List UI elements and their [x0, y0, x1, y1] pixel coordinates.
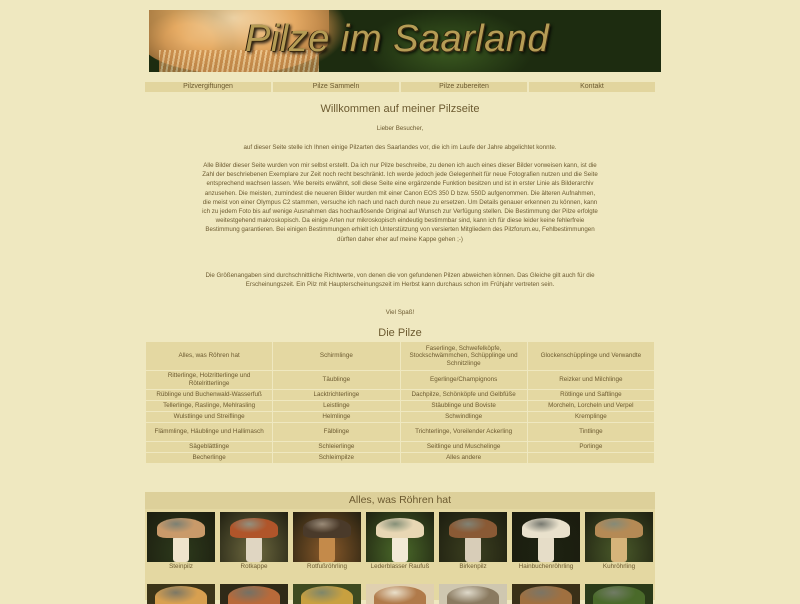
site-title: Pilze im Saarland	[245, 18, 550, 60]
mushroom-cap	[520, 586, 572, 604]
category-link[interactable]: Schwindlinge	[401, 412, 527, 422]
mushroom-photo[interactable]	[147, 584, 215, 604]
category-link[interactable]: Egerlinge/Champignons	[401, 371, 527, 389]
mushroom-thumbnail[interactable]	[366, 512, 434, 572]
photo-paragraph: Alle Bilder dieser Seite wurden von mir selbst erstellt. Da ich nur Pilze beschreibe, zu denen ich auch eines dieser Bilder vorweisen kann, ist die Zahl der beschriebenen Exemplare zur Zeit noch recht beschränkt. Ich werde jedoch jede Gelegenheit für neue Fotografien nutzen und die Seite entsprechend wachsen lassen. Wie bereits erwähnt, soll diese Seite eine ergänzende Funktion besitzen und ist in erster Linie als Bilderarchiv anzusehen. Die meisten, zumindest die neueren Bilder wurden mit einer Canon EOS 350 D bzw. 550D aufgenommen. Die älteren Aufnahmen, die meist von einer Olympus C2 stammen, versuche ich nach und nach durch neue zu ersetzen. Um Details genauer erkennen zu können, kann ich zu jedem Foto bis auf wenige Ausnahmen das hochauflösende Original auf Wunsch zur Verfügung stellen. Die Bestimmung der Pilze erfolgte weitestgehend makroskopisch. Da einige Arten nur mikroskopisch eindeutig bestimmbar sind, kann ich für diese leider keine fehlerfreie Bestimmung garantieren. Bei einigen Bestimmungen erhielt ich Unterstützung von versierten Mitgliedern des Pilzforum.eu, Fehlbestimmungen dürften daher eher auf meine Kappe gehen ;-)	[202, 162, 598, 243]
category-link[interactable]: Tellerlinge, Raslinge, Mehlrasling	[146, 401, 272, 411]
category-link[interactable]: Ritterlinge, Holzritterlinge und Rötelritterlinge	[146, 371, 272, 389]
mushroom-photo[interactable]	[512, 512, 580, 562]
category-link[interactable]: Faserlinge, Schwefelköpfe, Stockschwämmchen, Schüpplinge und Schnitzlinge	[401, 342, 527, 370]
category-link[interactable]: Schleimpilze	[273, 453, 399, 463]
nav-link-pilzvergiftungen[interactable]: Pilzvergiftungen	[145, 82, 271, 92]
category-link[interactable]: Tintlinge	[528, 423, 654, 441]
category-row	[146, 390, 654, 400]
mushroom-photo[interactable]	[220, 512, 288, 562]
mushroom-thumbnail[interactable]	[512, 512, 580, 572]
category-link[interactable]: Kremplinge	[528, 412, 654, 422]
mushroom-thumbnail[interactable]	[220, 584, 288, 604]
category-row	[146, 401, 654, 411]
category-row	[146, 453, 654, 463]
mushroom-thumbnail[interactable]	[585, 512, 653, 572]
mushroom-photo[interactable]	[585, 584, 653, 604]
category-link[interactable]: Rötlinge und Saftlinge	[528, 390, 654, 400]
mushroom-name[interactable]: Kuhröhrling	[602, 563, 636, 570]
mushroom-cap	[595, 518, 643, 538]
mushroom-photo[interactable]	[293, 512, 361, 562]
mushroom-cap	[593, 586, 645, 604]
site-banner[interactable]	[149, 10, 661, 72]
category-link[interactable]: Leistlinge	[273, 401, 399, 411]
nav-link-pilze-sammeln[interactable]: Pilze Sammeln	[273, 82, 399, 92]
category-link[interactable]: Morcheln, Lorcheln und Verpel	[528, 401, 654, 411]
mushroom-stem	[246, 536, 262, 562]
size-paragraph: Die Größenangaben sind durchschnittliche Richtwerte, von denen die von gefundenen Pilzen abweichen können. Das Gleiche gilt auch für die Erscheinungszeit. Ein Pilz mit Haupterscheinungszeit im Herbst kann durchaus schon im Frühjahr vertreten sein.	[205, 272, 595, 289]
mushroom-cap	[230, 518, 278, 538]
category-link[interactable]: Rüblinge und Buchenwald-Wasserfuß	[146, 390, 272, 400]
category-link[interactable]: Dachpilze, Schönköpfe und Gelbfüße	[401, 390, 527, 400]
mushroom-name[interactable]: Hainbuchenröhrling	[518, 563, 574, 570]
mushroom-name[interactable]: Rotkappe	[240, 563, 268, 570]
mushroom-cap	[447, 586, 499, 604]
category-link[interactable]: Täublinge	[273, 371, 399, 389]
welcome-heading: Willkommen auf meiner Pilzseite	[320, 103, 480, 115]
categories-heading: Die Pilze	[378, 327, 422, 339]
category-empty-cell	[528, 453, 654, 463]
mushroom-stem	[392, 536, 408, 562]
mushroom-cap	[157, 518, 205, 538]
intro-paragraph: auf dieser Seite stelle ich Ihnen einige Pilzarten des Saarlandes vor, die ich im Laufe der Jahre abgelichtet konnte.	[243, 144, 557, 151]
category-link[interactable]: Glockenschüpplinge und Verwandte	[528, 342, 654, 370]
category-link[interactable]: Alles andere	[401, 453, 527, 463]
category-row	[146, 412, 654, 422]
mushroom-photo[interactable]	[220, 584, 288, 604]
mushroom-photo[interactable]	[366, 512, 434, 562]
mushroom-thumbnail[interactable]	[439, 512, 507, 572]
main-nav	[145, 82, 655, 92]
category-link[interactable]: Stäublinge und Boviste	[401, 401, 527, 411]
mushroom-photo[interactable]	[147, 512, 215, 562]
mushroom-name[interactable]: Steinpilz	[169, 563, 193, 570]
category-row	[146, 371, 654, 389]
category-row	[146, 442, 654, 452]
mushroom-cap	[155, 586, 207, 604]
gallery-section	[145, 492, 655, 600]
mushroom-thumbnail[interactable]	[147, 584, 215, 604]
mushroom-cap	[301, 586, 353, 604]
category-link[interactable]: Trichterlinge, Voreilender Ackerling	[401, 423, 527, 441]
category-link[interactable]: Helmlinge	[273, 412, 399, 422]
mushroom-name[interactable]: Rotfußröhrling	[307, 563, 347, 570]
mushroom-stem	[611, 536, 627, 562]
category-link[interactable]: Porlinge	[528, 442, 654, 452]
category-link[interactable]: Alles, was Röhren hat	[146, 342, 272, 370]
mushroom-cap	[374, 586, 426, 604]
mushroom-photo[interactable]	[439, 584, 507, 604]
mushroom-thumbnail[interactable]	[293, 512, 361, 572]
nav-link-kontakt[interactable]: Kontakt	[529, 82, 655, 92]
category-link[interactable]: Lacktrichterlinge	[273, 390, 399, 400]
mushroom-cap	[228, 586, 280, 604]
closing-text: Viel Spaß!	[385, 309, 415, 316]
mushroom-thumbnail[interactable]	[439, 584, 507, 604]
mushroom-stem	[465, 536, 481, 562]
mushroom-cap	[303, 518, 351, 538]
mushroom-thumbnail[interactable]	[512, 584, 580, 604]
mushroom-thumbnail[interactable]	[147, 512, 215, 572]
mushroom-photo[interactable]	[585, 512, 653, 562]
gallery-heading: Alles, was Röhren hat	[145, 492, 655, 509]
category-link[interactable]: Flämmlinge, Häublinge und Hallimasch	[146, 423, 272, 441]
mushroom-name[interactable]: Birkenpilz	[459, 563, 487, 570]
mushroom-cap	[522, 518, 570, 538]
category-row	[146, 423, 654, 441]
mushroom-thumbnail[interactable]	[366, 584, 434, 604]
category-link[interactable]: Becherlinge	[146, 453, 272, 463]
mushroom-cap	[376, 518, 424, 538]
mushroom-photo[interactable]	[293, 584, 361, 604]
category-link[interactable]: Fälblinge	[273, 423, 399, 441]
mushroom-photo[interactable]	[512, 584, 580, 604]
mushroom-stem	[319, 536, 335, 562]
category-link[interactable]: Schleierlinge	[273, 442, 399, 452]
category-link[interactable]: Wulstlinge und Streiflinge	[146, 412, 272, 422]
mushroom-thumbnail[interactable]	[220, 512, 288, 572]
nav-link-pilze-zubereiten[interactable]: Pilze zubereiten	[401, 82, 527, 92]
category-link[interactable]: Schirmlinge	[273, 342, 399, 370]
category-table	[145, 341, 655, 464]
mushroom-stem	[173, 536, 189, 562]
category-link[interactable]: Seitlinge und Muschelinge	[401, 442, 527, 452]
category-link[interactable]: Reizker und Milchlinge	[528, 371, 654, 389]
mushroom-photo[interactable]	[439, 512, 507, 562]
category-row	[146, 342, 654, 370]
mushroom-stem	[538, 536, 554, 562]
mushroom-name[interactable]: Lederblasser Raufuß	[370, 563, 430, 570]
category-link[interactable]: Sägeblättlinge	[146, 442, 272, 452]
welcome-greeting: Lieber Besucher,	[376, 125, 424, 132]
mushroom-photo[interactable]	[366, 584, 434, 604]
mushroom-thumbnail[interactable]	[585, 584, 653, 604]
mushroom-cap	[449, 518, 497, 538]
mushroom-thumbnail[interactable]	[293, 584, 361, 604]
